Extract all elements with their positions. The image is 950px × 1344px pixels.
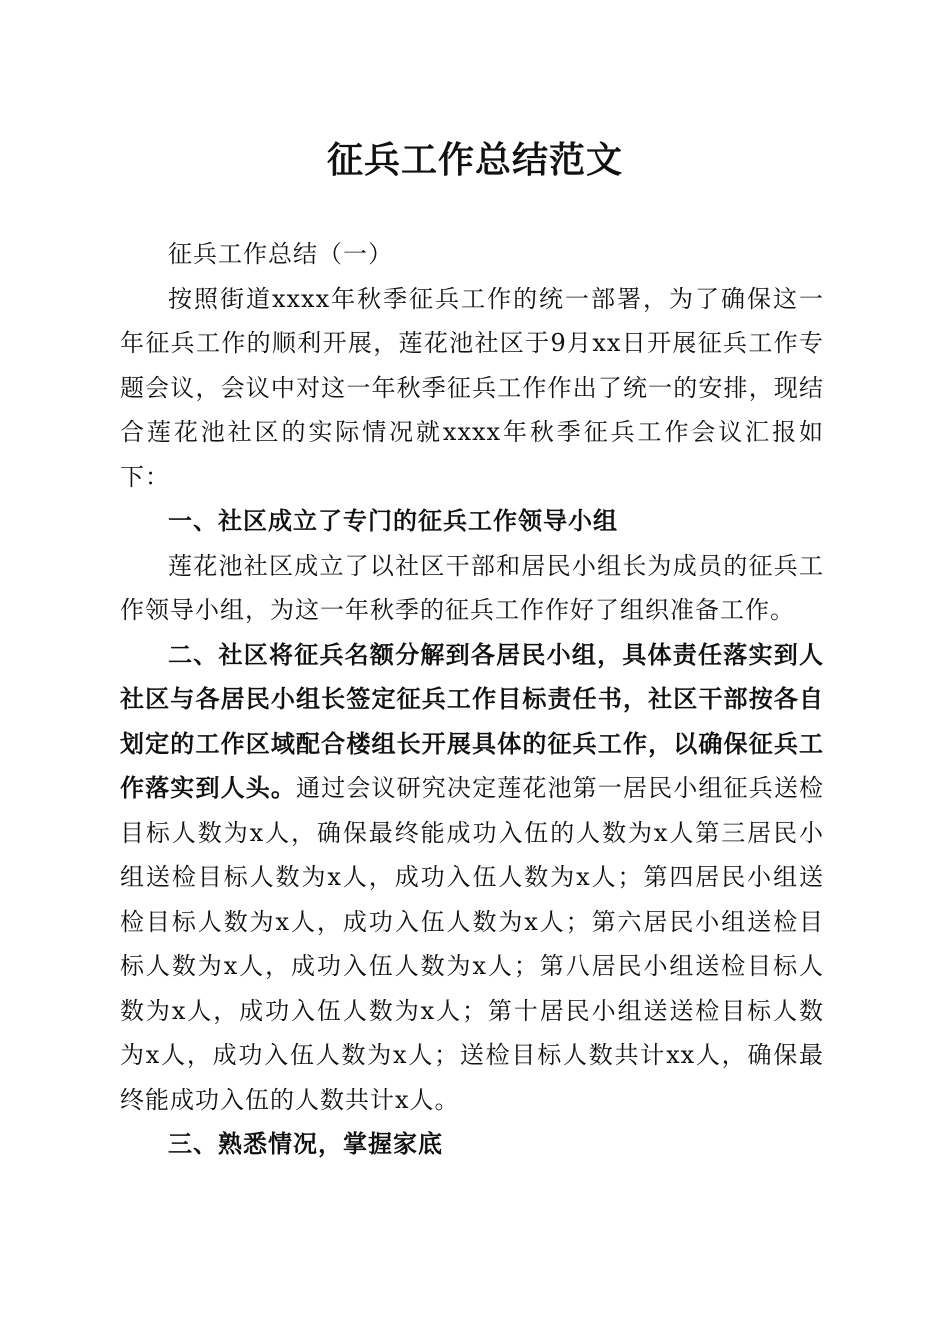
subtitle: 征兵工作总结（一） [168,240,393,268]
section-1-heading: 一、社区成立了专门的征兵工作领导小组 [168,507,618,535]
section-1-paragraph: 莲花池社区成立了以社区干部和居民小组长为成员的征兵工作领导小组，为这一年秋季的征兵工作作好了组织准备工作。 [120,551,824,624]
section-2-paragraph [120,633,824,1123]
document-body [120,232,824,1167]
section-3-heading: 三、熟悉情况，掌握家底 [168,1130,443,1158]
section-2-text: 通过会议研究决定莲花池第一居民小组征兵送检目标人数为x人，确保最终能成功入伍的人数为x人第三居民小组送检目标人数为x人，成功入伍人数为x人；第四居民小组送检目标人数为x人，成功入伍人数为x人；第六居民小组送检目标人数为x人，成功入伍人数为x人；第八居民小组送检目标人数为x人，成功入伍人数为x人；第十居民小组送送检目标人数为x人，成功入伍人数为x人；送检目标人数共计xx人，确保最终能成功入伍的人数共计x人。 [120,774,825,1114]
intro-paragraph: 按照街道xxxx年秋季征兵工作的统一部署，为了确保这一年征兵工作的顺利开展，莲花池社区于9月xx日开展征兵工作专题会议，会议中对这一年秋季征兵工作作出了统一的安排，现结合莲花池社区的实际情况就xxxx年秋季征兵工作会议汇报如下： [120,284,824,491]
section-2-heading: 二、社区将征兵名额分解到各居民小组，具体责任落实到人社区与各居民小组长签定征兵工作目标责任书，社区干部按各自划定的工作区域配合楼组长开展具体的征兵工作，以确保征兵工作落实到人头。 [120,640,824,802]
document-title: 征兵工作总结范文 [326,139,623,181]
